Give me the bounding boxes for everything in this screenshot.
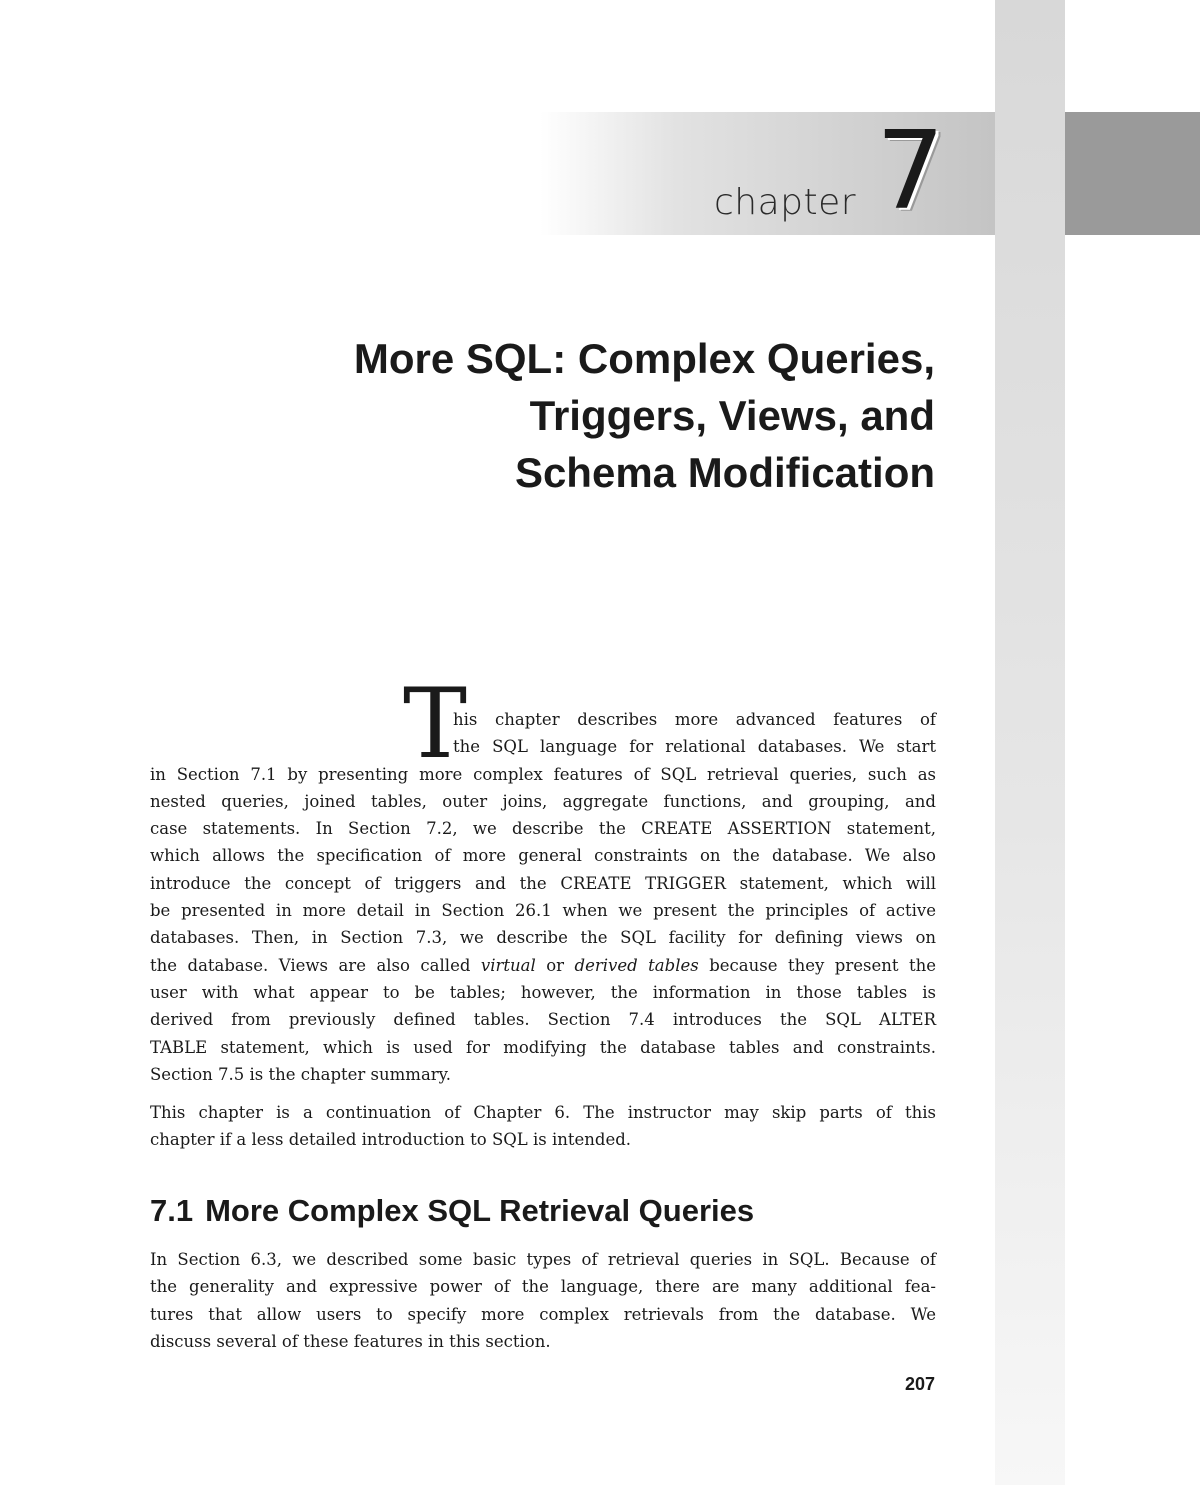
text-line: be presented in more detail in Section 26.1 when we present the principles of active [150, 901, 936, 921]
text-line: case statements. In Section 7.2, we describe the CREATE ASSERTION statement, [150, 819, 936, 839]
continuation-paragraph [150, 1099, 936, 1154]
text-line: introduce the concept of triggers and the CREATE TRIGGER statement, which will [150, 873, 936, 893]
text-line: tures that allow users to specify more complex retrievals from the database. We [150, 1304, 936, 1324]
chapter-title-line: Triggers, Views, and [529, 392, 935, 439]
text-line: TABLE statement, which is used for modifying the database tables and constraints. [150, 1037, 936, 1057]
margin-strip [995, 0, 1065, 1485]
text-line: In Section 6.3, we described some basic types of retrieval queries in SQL. Because of [150, 1250, 936, 1269]
section-number: 7.1 [150, 1193, 194, 1228]
text-line: user with what appear to be tables; however, the information in those tables is [150, 982, 936, 1002]
text-line: derived from previously defined tables. Section 7.4 introduces the SQL ALTER [150, 1010, 936, 1030]
text-line: Section 7.5 is the chapter summary. [150, 1064, 452, 1084]
text-run: or [546, 955, 565, 975]
text-line: databases. Then, in Section 7.3, we describe the SQL facility for defining views on [150, 928, 936, 948]
chapter-title-line: More SQL: Complex Queries, [353, 335, 935, 382]
text-line: chapter if a less detailed introduction to SQL is intended. [150, 1130, 632, 1150]
text-line: nested queries, joined tables, outer joins, aggregate functions, and grouping, and [150, 791, 936, 811]
text-line-mixed [150, 952, 936, 979]
intro-paragraph [150, 706, 936, 1088]
chapter-header-tab [1065, 112, 1200, 235]
section-title: More Complex SQL Retrieval Queries [205, 1193, 755, 1228]
page-number: 207 [904, 1374, 935, 1394]
text-line: This chapter is a continuation of Chapter 6. The instructor may skip parts of this [150, 1103, 936, 1122]
chapter-title [250, 330, 935, 501]
text-line: his chapter describes more advanced features of [453, 710, 936, 729]
text-line: the generality and expressive power of the language, there are many additional fea- [150, 1277, 936, 1297]
section-heading [150, 1193, 754, 1229]
text-line: the SQL language for relational databases. We start [453, 737, 936, 757]
text-line: discuss several of these features in this section. [150, 1331, 551, 1351]
chapter-label: chapter [714, 182, 857, 223]
text-line: in Section 7.1 by presenting more complex features of SQL retrieval queries, such as [150, 764, 936, 784]
emphasis-derived-tables: derived tables [574, 955, 699, 975]
chapter-title-line: Schema Modification [514, 449, 935, 496]
drop-cap: T [403, 668, 468, 780]
text-line: which allows the specification of more general constraints on the database. We also [150, 846, 936, 866]
chapter-number: 7 [876, 109, 945, 234]
text-run: the database. Views are also called [150, 955, 471, 975]
section-paragraph [150, 1246, 936, 1355]
emphasis-virtual: virtual [480, 955, 536, 975]
text-run: because they present the [709, 955, 936, 975]
